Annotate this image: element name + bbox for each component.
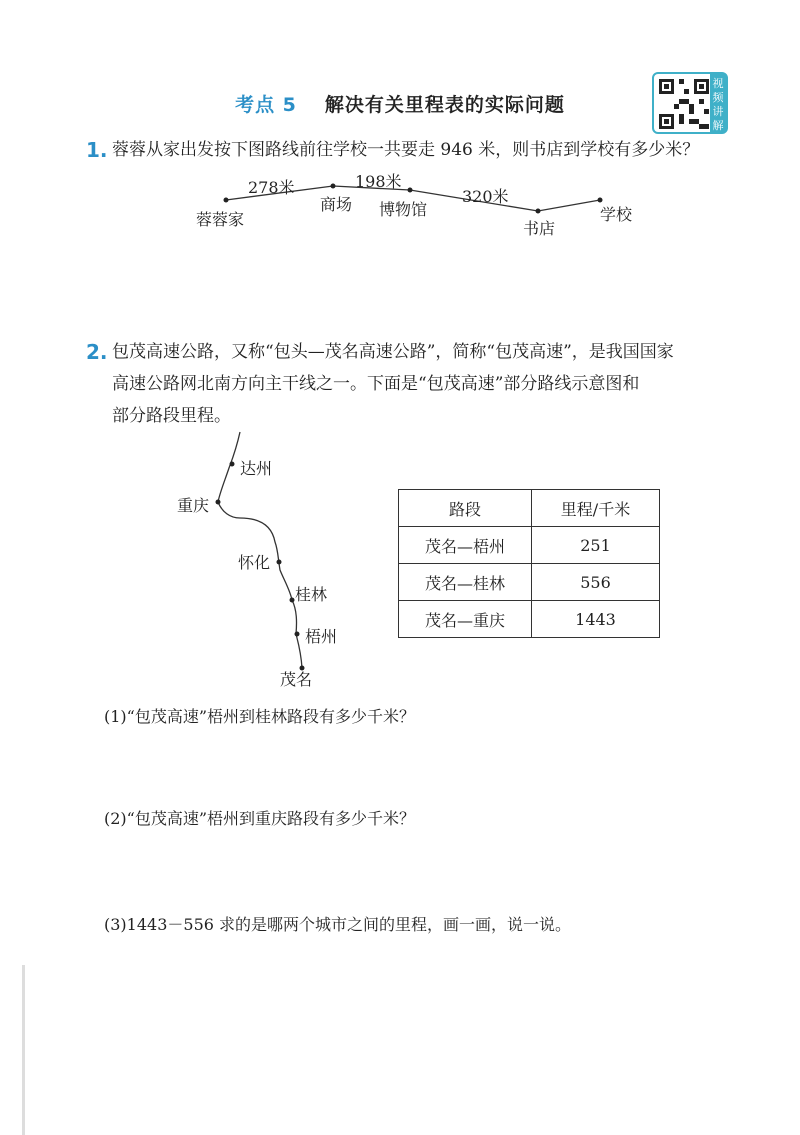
table-cell: 茂名—桂林 (399, 564, 532, 601)
table-row (399, 601, 660, 638)
table-cell: 1443 (532, 601, 660, 638)
subquestion-3: (3)1443－556 求的是哪两个城市之间的里程，画一画，说一说。 (104, 915, 572, 934)
route-point-mall (331, 184, 336, 189)
q2-highway-map (0, 430, 360, 700)
city-point-chongqing (216, 500, 221, 505)
mileage-table (398, 489, 660, 638)
qr-label: 视频讲解 (710, 74, 726, 132)
city-label: 茂名 (280, 670, 313, 689)
section-title: 解决有关里程表的实际问题 (324, 94, 565, 116)
table-cell: 251 (532, 527, 660, 564)
city-point-guilin (290, 598, 295, 603)
table-row (399, 527, 660, 564)
city-point-dazhou (230, 462, 235, 467)
q2-text-line: 包茂高速公路，又称“包头—茂名高速公路”，简称“包茂高速”，是我国国家 (112, 342, 674, 362)
table-cell: 茂名—重庆 (399, 601, 532, 638)
qr-code-icon (659, 79, 709, 129)
place-label: 学校 (600, 205, 633, 224)
route-point-home (224, 198, 229, 203)
distance-label: 198米 (355, 172, 402, 191)
city-label: 怀化 (238, 553, 271, 572)
q1-text: 蓉蓉从家出发按下图路线前往学校一共要走 946 米，则书店到学校有多少米？ (112, 140, 700, 160)
route-point-museum (408, 188, 413, 193)
distance-label: 278米 (248, 178, 295, 197)
route-point-bookstore (536, 209, 541, 214)
table-header-cell: 里程/千米 (532, 490, 660, 527)
kaodian-label: 考点 5 (235, 94, 297, 116)
place-label: 商场 (320, 195, 353, 214)
table-cell: 茂名—梧州 (399, 527, 532, 564)
distance-label: 320米 (462, 187, 509, 206)
place-label: 蓉蓉家 (196, 210, 245, 229)
table-header-row (399, 490, 660, 527)
q2-number: 2. (86, 340, 108, 364)
place-label: 博物馆 (379, 200, 428, 219)
city-label: 梧州 (305, 627, 338, 646)
place-label: 书店 (523, 219, 556, 238)
city-label: 桂林 (295, 585, 328, 604)
q1-number: 1. (86, 138, 108, 162)
q2-text-line: 部分路段里程。 (112, 406, 231, 426)
page-edge-mark (22, 965, 25, 1135)
qr-code-video[interactable] (652, 72, 728, 134)
city-label: 达州 (240, 459, 273, 478)
table-cell: 556 (532, 564, 660, 601)
subquestion-1: (1)“包茂高速”梧州到桂林路段有多少千米？ (104, 707, 416, 726)
subquestion-2: (2)“包茂高速”梧州到重庆路段有多少千米？ (104, 809, 416, 828)
city-point-huaihua (277, 560, 282, 565)
table-header-cell: 路段 (399, 490, 532, 527)
city-label: 重庆 (177, 496, 210, 515)
city-point-wuzhou (295, 632, 300, 637)
q2-text-line: 高速公路网北南方向主干线之一。下面是“包茂高速”部分路线示意图和 (112, 374, 640, 394)
table-row (399, 564, 660, 601)
